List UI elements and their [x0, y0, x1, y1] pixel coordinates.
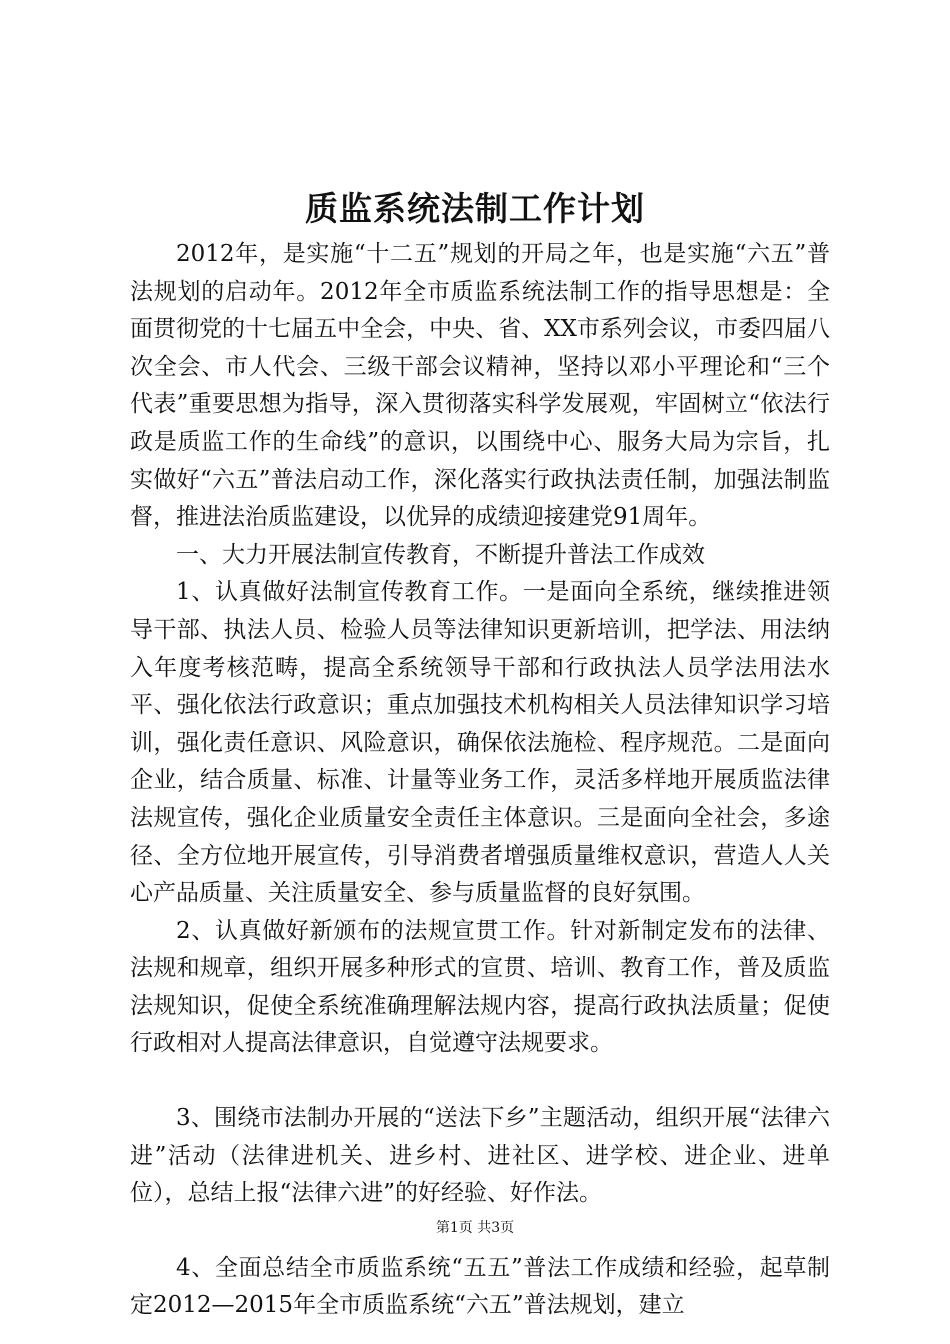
- section-heading-1: 一、大力开展法制宣传教育，不断提升普法工作成效: [176, 541, 705, 568]
- document-body: [130, 236, 830, 1325]
- paragraph-item-3: 3、围绕市法制办开展的“送法下乡”主题活动，组织开展“法律六进”活动（法律进机关、进乡村、进社区、进学校、进企业、进单位），总结上报“法律六进”的好经验、好作法。: [130, 1105, 830, 1207]
- paragraph-item-1: 1、认真做好法制宣传教育工作。一是面向全系统，继续推进领导干部、执法人员、检验人员等法律知识更新培训，把学法、用法纳入年度考核范畴，提高全系统领导干部和行政执法人员学法用法水平、强化依法行政意识；重点加强技术机构相关人员法律知识学习培训，强化责任意识、风险意识，确保依法施检、程序规范。二是面向企业，结合质量、标准、计量等业务工作，灵活多样地开展质监法律法规宣传，强化企业质量安全责任主体意识。三是面向全社会，多途径、全方位地开展宣传，引导消费者增强质量维权意识，营造人人关心产品质量、关注质量安全、参与质量监督的良好氛围。: [130, 579, 830, 907]
- paragraph-item-4: 4、全面总结全市质监系统“五五”普法工作成绩和经验，起草制定2012—2015年全市质监系统“六五”普法规划，建立: [130, 1254, 830, 1319]
- document-title: 质监系统法制工作计划: [305, 189, 645, 228]
- paragraph-intro: 2012年，是实施“十二五”规划的开局之年，也是实施“六五”普法规划的启动年。2012年全市质监系统法制工作的指导思想是：全面贯彻党的十七届五中全会，中央、省、XX市系列会议，市委四届八次全会、市人代会、三级干部会议精神，坚持以邓小平理论和“三个代表”重要思想为指导，深入贯彻落实科学发展观，牢固树立“依法行政是质监工作的生命线”的意识，以围绕中心、服务大局为宗旨，扎实做好“六五”普法启动工作，深化落实行政执法责任制，加强法制监督，推进法治质监建设，以优异的成绩迎接建党91周年。: [130, 241, 830, 531]
- paragraph-item-2: 2、认真做好新颁布的法规宣贯工作。针对新制定发布的法律、法规和规章，组织开展多种形式的宣贯、培训、教育工作，普及质监法规知识，促使全系统准确理解法规内容，提高行政执法质量；促使行政相对人提高法律意识，自觉遵守法规要求。: [130, 917, 830, 1057]
- page-footer: 第1页 共3页: [435, 1220, 515, 1236]
